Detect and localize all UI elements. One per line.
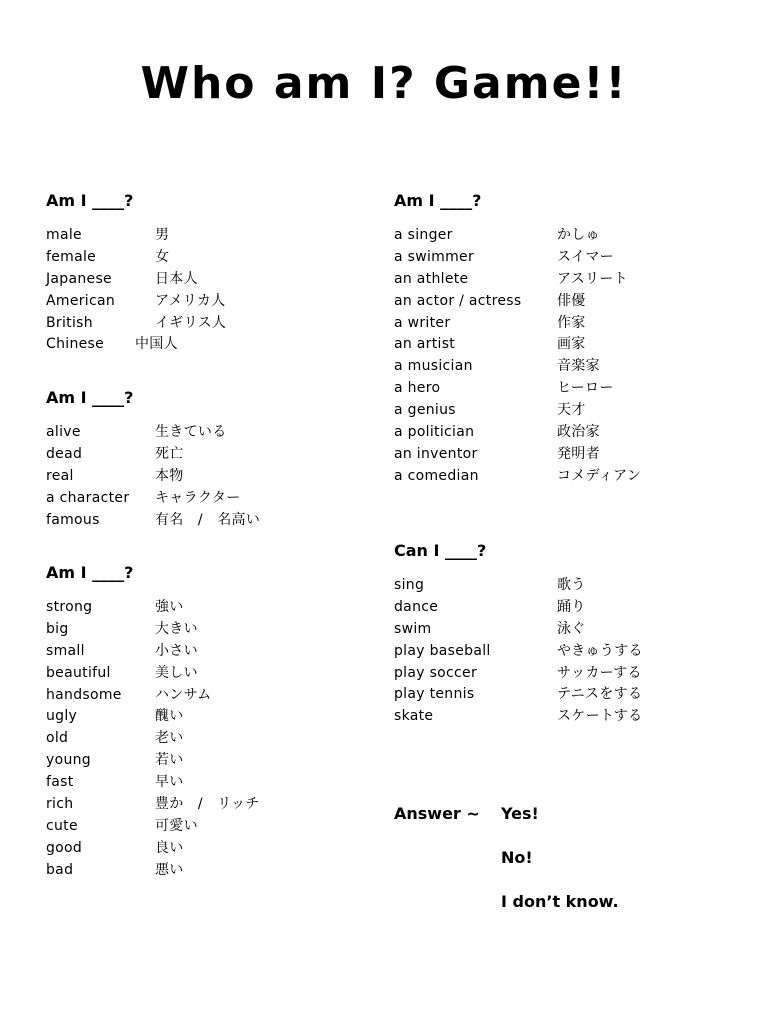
- vocab-row: [46, 247, 366, 269]
- page-title: Who am I? Game!!: [140, 58, 628, 109]
- vocab-row: [46, 225, 366, 247]
- japanese-word: 政治家: [557, 424, 600, 441]
- english-word: an actor / actress: [394, 292, 522, 309]
- vocab-row: [46, 334, 366, 356]
- english-word: bad: [46, 861, 74, 878]
- vocab-row: [394, 247, 724, 269]
- vocab-row: [394, 334, 724, 356]
- vocab-row: [46, 444, 366, 466]
- japanese-word: ハンサム: [155, 686, 212, 703]
- japanese-word: アメリカ人: [155, 292, 226, 309]
- vocab-row: [394, 291, 724, 313]
- vocab-row: [394, 269, 724, 291]
- vocab-row: [46, 663, 366, 685]
- vocab-row: [46, 619, 366, 641]
- vocab-row: [46, 816, 366, 838]
- japanese-word: 発明者: [557, 445, 600, 462]
- english-word: big: [46, 620, 69, 637]
- english-word: strong: [46, 599, 93, 615]
- japanese-word: スイマー: [557, 248, 614, 265]
- vocab-row: [46, 597, 366, 619]
- english-word: a hero: [394, 380, 441, 397]
- japanese-word: アスリート: [557, 270, 628, 287]
- section-heading: Am I ____?: [46, 191, 134, 210]
- section-heading: Am I ____?: [46, 388, 134, 407]
- english-word: play baseball: [394, 642, 491, 659]
- english-word: a politician: [394, 424, 475, 441]
- vocab-row: [394, 378, 724, 400]
- japanese-word: 有名 / 名高い: [155, 511, 261, 528]
- english-word: young: [46, 752, 91, 769]
- english-word: play soccer: [394, 664, 478, 681]
- japanese-word: 若い: [155, 752, 184, 769]
- english-word: famous: [46, 511, 100, 528]
- japanese-word: 大きい: [155, 620, 198, 637]
- vocab-row: [46, 466, 366, 488]
- english-word: a character: [46, 489, 130, 506]
- vocab-row: [46, 685, 366, 707]
- vocab-row: [46, 750, 366, 772]
- japanese-word: 悪い: [155, 861, 184, 878]
- english-word: ugly: [46, 708, 78, 725]
- japanese-word: 死亡: [155, 445, 184, 462]
- english-word: Japanese: [46, 270, 112, 287]
- english-word: fast: [46, 774, 74, 791]
- english-word: rich: [46, 796, 74, 813]
- english-word: real: [46, 467, 74, 484]
- japanese-word: 良い: [155, 839, 184, 856]
- vocab-row: [394, 619, 724, 641]
- english-word: a singer: [394, 227, 453, 243]
- english-word: small: [46, 642, 85, 659]
- section-heading: Am I ____?: [394, 191, 482, 210]
- section-abilities: [394, 541, 724, 728]
- vocab-row: [394, 575, 724, 597]
- vocab-row: [46, 510, 366, 532]
- answer-dont-know: I don’t know.: [501, 892, 619, 911]
- english-word: handsome: [46, 686, 122, 703]
- vocab-row: [46, 772, 366, 794]
- english-word: Chinese: [46, 336, 105, 353]
- japanese-word: ヒーロー: [557, 380, 614, 397]
- english-word: alive: [46, 424, 81, 440]
- answer-no: No!: [501, 848, 533, 867]
- japanese-word: 小さい: [155, 642, 198, 659]
- vocab-row: [46, 291, 366, 313]
- japanese-word: 画家: [557, 336, 586, 353]
- english-word: play tennis: [394, 686, 475, 703]
- vocab-row: [46, 860, 366, 882]
- english-word: an artist: [394, 336, 456, 353]
- english-word: a musician: [394, 358, 473, 375]
- vocab-row: [394, 663, 724, 685]
- japanese-word: テニスをする: [557, 686, 643, 703]
- vocab-row: [394, 356, 724, 378]
- english-word: a comedian: [394, 467, 479, 484]
- vocab-row: [394, 422, 724, 444]
- japanese-word: 醜い: [155, 708, 184, 725]
- japanese-word: 本物: [155, 467, 184, 484]
- japanese-word: 男: [155, 227, 170, 243]
- answer-label: Answer ~: [394, 804, 480, 823]
- vocab-row: [46, 488, 366, 510]
- english-word: an athlete: [394, 270, 469, 287]
- japanese-word: やきゅうする: [557, 642, 643, 659]
- japanese-word: 日本人: [155, 270, 198, 287]
- vocab-row: [394, 225, 724, 247]
- english-word: British: [46, 314, 93, 331]
- vocab-row: [394, 444, 724, 466]
- japanese-word: 踊り: [557, 598, 586, 615]
- english-word: dead: [46, 445, 83, 462]
- japanese-word: 可愛い: [155, 817, 198, 834]
- japanese-word: 俳優: [557, 292, 586, 309]
- vocab-row: [46, 794, 366, 816]
- vocab-row: [394, 313, 724, 335]
- english-word: good: [46, 839, 83, 856]
- answer-yes: Yes!: [501, 804, 539, 823]
- english-word: sing: [394, 577, 425, 593]
- japanese-word: 豊か / リッチ: [155, 796, 260, 813]
- japanese-word: 女: [155, 248, 170, 265]
- vocab-row: [394, 597, 724, 619]
- section-heading: Am I ____?: [46, 563, 134, 582]
- english-word: a genius: [394, 402, 456, 419]
- japanese-word: 中国人: [135, 336, 178, 353]
- english-word: skate: [394, 708, 434, 725]
- japanese-word: 天才: [557, 402, 586, 419]
- section-state: [46, 388, 366, 531]
- vocab-row: [46, 706, 366, 728]
- answer-block: [394, 800, 724, 920]
- japanese-word: 作家: [557, 314, 586, 331]
- vocab-row: [394, 706, 724, 728]
- japanese-word: 早い: [155, 774, 184, 791]
- english-word: beautiful: [46, 664, 111, 681]
- japanese-word: キャラクター: [155, 489, 241, 506]
- english-word: a writer: [394, 314, 451, 331]
- english-word: cute: [46, 817, 78, 834]
- japanese-word: サッカーする: [557, 664, 642, 681]
- english-word: male: [46, 227, 82, 243]
- vocab-row: [46, 269, 366, 291]
- japanese-word: 生きている: [155, 424, 227, 440]
- vocab-row: [46, 838, 366, 860]
- vocab-row: [394, 641, 724, 663]
- section-nationality: [46, 191, 366, 356]
- english-word: American: [46, 292, 116, 309]
- english-word: a swimmer: [394, 248, 475, 265]
- vocab-row: [46, 313, 366, 335]
- english-word: dance: [394, 598, 439, 615]
- vocab-row: [394, 684, 724, 706]
- vocab-row: [46, 422, 366, 444]
- japanese-word: 強い: [155, 599, 184, 615]
- japanese-word: スケートする: [557, 708, 643, 725]
- section-descriptors: [46, 563, 366, 882]
- section-occupations: [394, 191, 724, 488]
- english-word: an inventor: [394, 445, 478, 462]
- vocab-row: [394, 466, 724, 488]
- japanese-word: コメディアン: [557, 467, 642, 484]
- japanese-word: イギリス人: [155, 314, 227, 331]
- vocab-row: [46, 641, 366, 663]
- english-word: female: [46, 248, 97, 265]
- japanese-word: 美しい: [155, 664, 198, 681]
- japanese-word: 歌う: [557, 577, 586, 593]
- japanese-word: 音楽家: [557, 358, 600, 375]
- japanese-word: 泳ぐ: [557, 620, 586, 637]
- english-word: swim: [394, 620, 432, 637]
- english-word: old: [46, 730, 69, 747]
- vocab-row: [394, 400, 724, 422]
- vocab-row: [46, 728, 366, 750]
- section-heading: Can I ____?: [394, 541, 487, 560]
- japanese-word: かしゅ: [557, 227, 600, 243]
- japanese-word: 老い: [155, 730, 184, 747]
